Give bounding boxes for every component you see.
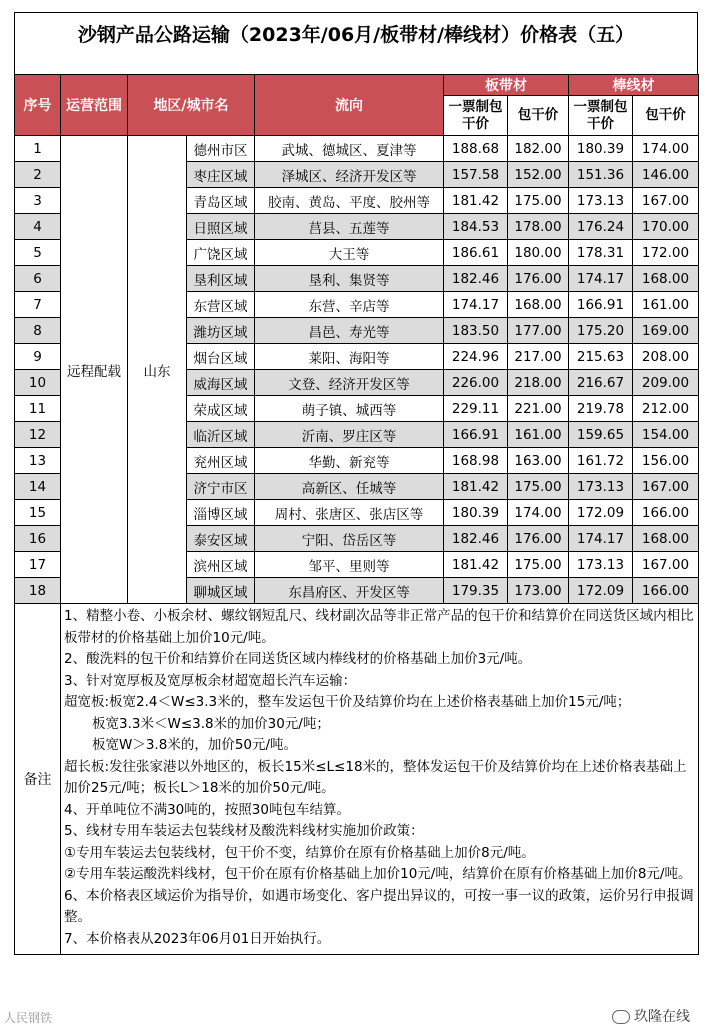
row-number: 14 [15,474,61,500]
strip-dry-price: 182.00 [508,136,569,162]
note-line: 1、精整小卷、小板余材、螺纹钢短乱尺、线材副次品等非正常产品的包干价和结算价在同送货区域内相比板带材的价格基础上加价10元/吨。 [64,608,694,646]
rod-dry-price: 174.00 [633,136,699,162]
strip-dry-price: 217.00 [508,344,569,370]
city-cell: 滨州区域 [187,552,255,578]
row-number: 8 [15,318,61,344]
rod-dry-price: 154.00 [633,422,699,448]
flow-cell: 泽城区、经济开发区等 [255,162,444,188]
row-number: 3 [15,188,61,214]
flow-cell: 莒县、五莲等 [255,214,444,240]
strip-ticket-price: 180.39 [444,500,508,526]
strip-dry-price: 178.00 [508,214,569,240]
flow-cell: 大王等 [255,240,444,266]
city-cell: 临沂区域 [187,422,255,448]
note-line: ①专用车装运去包装线材，包干价不变，结算价在原有价格基础上加价8元/吨。 [64,844,535,861]
flow-cell: 东昌府区、开发区等 [255,578,444,604]
strip-dry-price: 175.00 [508,552,569,578]
row-number: 1 [15,136,61,162]
rod-dry-price: 166.00 [633,500,699,526]
strip-dry-price: 180.00 [508,240,569,266]
flow-cell: 昌邑、寿光等 [255,318,444,344]
rod-ticket-price: 166.91 [569,292,633,318]
strip-dry-price: 168.00 [508,292,569,318]
flow-cell: 文登、经济开发区等 [255,370,444,396]
row-number: 9 [15,344,61,370]
header-rod-dry: 包干价 [633,96,699,136]
strip-ticket-price: 186.61 [444,240,508,266]
table-row [15,136,699,162]
header-flow: 流向 [255,75,444,136]
watermark-left: 人民钢铁 [4,1011,53,1025]
price-table [14,74,699,955]
rod-dry-price: 167.00 [633,474,699,500]
city-cell: 青岛区域 [187,188,255,214]
row-number: 4 [15,214,61,240]
city-cell: 潍坊区域 [187,318,255,344]
note-line: 4、开单吨位不满30吨的，按照30吨包车结算。 [64,801,350,818]
note-line: 2、酸洗料的包干价和结算价在同送货区域内棒线材的价格基础上加价3元/吨。 [64,651,532,667]
rod-dry-price: 161.00 [633,292,699,318]
rod-dry-price: 156.00 [633,448,699,474]
title-spacer [14,56,698,74]
city-cell: 广饶区域 [187,240,255,266]
note-line: ②专用车装运酸洗料线材，包干价在原有价格基础上加价10元/吨，结算价在原有价格基础上加价8元/吨。 [64,866,692,882]
flow-cell: 胶南、黄岛、平度、胶州等 [255,188,444,214]
header-scope: 运营范围 [61,75,128,136]
rod-dry-price: 167.00 [633,188,699,214]
wechat-icon [612,1010,630,1024]
row-number: 11 [15,396,61,422]
strip-ticket-price: 224.96 [444,344,508,370]
rod-dry-price: 168.00 [633,266,699,292]
page-title: 沙钢产品公路运输（2023年/06月/板带材/棒线材）价格表（五） [14,12,698,56]
rod-dry-price: 168.00 [633,526,699,552]
flow-cell: 邹平、里则等 [255,552,444,578]
header-strip-dry: 包干价 [508,96,569,136]
rod-ticket-price: 173.13 [569,188,633,214]
strip-dry-price: 176.00 [508,526,569,552]
rod-dry-price: 166.00 [633,578,699,604]
price-sheet [14,12,698,955]
city-cell: 兖州区域 [187,448,255,474]
strip-dry-price: 161.00 [508,422,569,448]
row-number: 12 [15,422,61,448]
strip-ticket-price: 181.42 [444,552,508,578]
strip-ticket-price: 179.35 [444,578,508,604]
price-table-body [15,136,699,955]
row-number: 5 [15,240,61,266]
rod-ticket-price: 151.36 [569,162,633,188]
row-number: 17 [15,552,61,578]
note-line: 3、针对宽厚板及宽厚板余材超宽超长汽车运输： [64,672,357,689]
row-number: 6 [15,266,61,292]
strip-dry-price: 163.00 [508,448,569,474]
flow-cell: 莱阳、海阳等 [255,344,444,370]
header-rod-ticket: 一票制包干价 [569,96,633,136]
flow-cell: 周村、张唐区、张店区等 [255,500,444,526]
rod-ticket-price: 219.78 [569,396,633,422]
strip-ticket-price: 188.68 [444,136,508,162]
strip-dry-price: 218.00 [508,370,569,396]
rod-dry-price: 212.00 [633,396,699,422]
row-number: 18 [15,578,61,604]
strip-dry-price: 176.00 [508,266,569,292]
rod-dry-price: 167.00 [633,552,699,578]
header-strip-ticket: 一票制包干价 [444,96,508,136]
note-line: 板宽W＞3.8米的，加价50元/吨。 [92,737,298,753]
flow-cell: 武城、德城区、夏津等 [255,136,444,162]
rod-dry-price: 169.00 [633,318,699,344]
row-number: 16 [15,526,61,552]
strip-ticket-price: 182.46 [444,266,508,292]
rod-ticket-price: 174.17 [569,526,633,552]
note-line: 7、本价格表从2023年06月01日开始执行。 [64,930,331,947]
watermark-right-text: 玖隆在线 [634,1009,690,1025]
rod-ticket-price: 173.13 [569,552,633,578]
rod-dry-price: 146.00 [633,162,699,188]
strip-ticket-price: 174.17 [444,292,508,318]
row-number: 15 [15,500,61,526]
rod-ticket-price: 161.72 [569,448,633,474]
flow-cell: 沂南、罗庄区等 [255,422,444,448]
rod-ticket-price: 216.67 [569,370,633,396]
rod-dry-price: 208.00 [633,344,699,370]
flow-cell: 宁阳、岱岳区等 [255,526,444,552]
note-line: 超长板:发往张家港以外地区的，板长15米≤L≤18米的，整体发运包干价及结算价均在上述价格表基础上加价25元/吨；板长L＞18米的加价50元/吨。 [64,758,687,796]
strip-dry-price: 175.00 [508,474,569,500]
city-cell: 济宁市区 [187,474,255,500]
rod-ticket-price: 172.09 [569,578,633,604]
strip-ticket-price: 184.53 [444,214,508,240]
rod-ticket-price: 180.39 [569,136,633,162]
rod-ticket-price: 174.17 [569,266,633,292]
rod-ticket-price: 159.65 [569,422,633,448]
header-rod: 棒线材 [569,75,699,96]
city-cell: 泰安区域 [187,526,255,552]
row-number: 10 [15,370,61,396]
rod-ticket-price: 176.24 [569,214,633,240]
notes-content [61,604,699,955]
strip-ticket-price: 181.42 [444,474,508,500]
flow-cell: 垦利、集贤等 [255,266,444,292]
strip-ticket-price: 166.91 [444,422,508,448]
rod-ticket-price: 173.13 [569,474,633,500]
city-cell: 东营区域 [187,292,255,318]
note-line: 6、本价格表区域运价为指导价，如遇市场变化、客户提出异议的，可按一事一议的政策，运价另行申报调整。 [64,887,694,925]
city-cell: 聊城区域 [187,578,255,604]
city-cell: 垦利区域 [187,266,255,292]
strip-ticket-price: 157.58 [444,162,508,188]
city-cell: 淄博区域 [187,500,255,526]
strip-dry-price: 152.00 [508,162,569,188]
row-number: 13 [15,448,61,474]
flow-cell: 萌子镇、城西等 [255,396,444,422]
strip-ticket-price: 183.50 [444,318,508,344]
strip-ticket-price: 226.00 [444,370,508,396]
rod-ticket-price: 172.09 [569,500,633,526]
note-line: 超宽板:板宽2.4＜W≤3.3米的，整车发运包干价及结算价均在上述价格表基础上加价15元/吨； [64,694,631,710]
city-cell: 荣成区域 [187,396,255,422]
city-cell: 威海区域 [187,370,255,396]
strip-ticket-price: 181.42 [444,188,508,214]
header-region: 地区/城市名 [128,75,255,136]
row-number: 7 [15,292,61,318]
row-number: 2 [15,162,61,188]
rod-ticket-price: 175.20 [569,318,633,344]
city-cell: 枣庄区域 [187,162,255,188]
strip-dry-price: 175.00 [508,188,569,214]
province-cell: 山东 [128,136,187,604]
notes-row [15,604,699,955]
flow-cell: 东营、辛店等 [255,292,444,318]
strip-ticket-price: 168.98 [444,448,508,474]
city-cell: 烟台区域 [187,344,255,370]
rod-ticket-price: 215.63 [569,344,633,370]
scope-cell: 远程配载 [61,136,128,604]
header-seq: 序号 [15,75,61,136]
flow-cell: 华勤、新兖等 [255,448,444,474]
rod-dry-price: 172.00 [633,240,699,266]
flow-cell: 高新区、任城等 [255,474,444,500]
notes-label: 备注 [15,604,61,955]
strip-ticket-price: 229.11 [444,396,508,422]
strip-dry-price: 173.00 [508,578,569,604]
rod-ticket-price: 178.31 [569,240,633,266]
strip-dry-price: 177.00 [508,318,569,344]
strip-dry-price: 174.00 [508,500,569,526]
city-cell: 日照区域 [187,214,255,240]
city-cell: 德州市区 [187,136,255,162]
header-strip: 板带材 [444,75,569,96]
strip-ticket-price: 182.46 [444,526,508,552]
note-line: 5、线材专用车装运去包装线材及酸洗料线材实施加价政策： [64,823,424,839]
rod-dry-price: 209.00 [633,370,699,396]
rod-dry-price: 170.00 [633,214,699,240]
watermark-right [612,1006,690,1026]
strip-dry-price: 221.00 [508,396,569,422]
note-line: 板宽3.3米＜W≤3.8米的加价30元/吨； [92,715,330,732]
